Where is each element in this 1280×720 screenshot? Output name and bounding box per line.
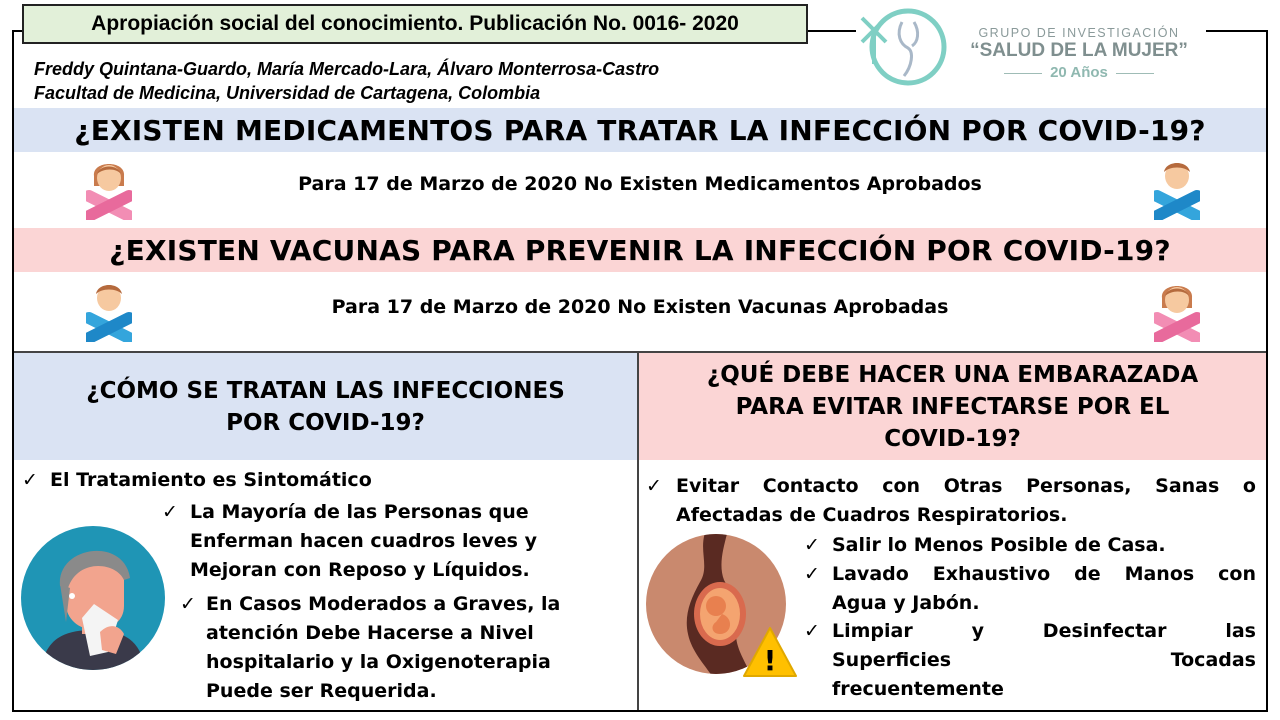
authors-affiliation: Facultad de Medicina, Universidad de Cartagena, Colombia	[34, 83, 541, 103]
check-icon: ✓	[162, 501, 178, 523]
answer-vaccines: Para 17 de Marzo de 2020 No Existen Vacunas Aprobadas	[331, 296, 949, 318]
sick-person-tissue-icon	[20, 522, 166, 674]
logo-line3: 20 Años	[1050, 64, 1108, 81]
check-icon: ✓	[180, 593, 196, 615]
woman-crossed-arms-icon	[86, 154, 132, 220]
check-icon: ✓	[804, 563, 820, 585]
section-title-pregnant: ¿QUÉ DEBE HACER UNA EMBARAZADA PARA EVITAR INFECTARSE POR EL COVID-19?	[639, 353, 1266, 460]
authors-block	[34, 57, 834, 105]
logo-emblem-icon	[856, 4, 956, 90]
check-icon: ✓	[646, 475, 662, 497]
woman-crossed-arms-icon	[1154, 276, 1200, 342]
section-title-treatment: ¿CÓMO SE TRATAN LAS INFECCIONES POR COVID-19?	[14, 353, 637, 460]
research-group-logo	[856, 4, 1206, 90]
pregnant-item-disinfect: Limpiar y Desinfectar las Superficies Tocadas frecuentemente	[832, 620, 1256, 700]
question-medicines: ¿EXISTEN MEDICAMENTOS PARA TRATAR LA INFECCIÓN POR COVID-19?	[14, 108, 1266, 152]
treatment-item-severe: En Casos Moderados a Graves, la atención Debe Hacerse a Nivel hospitalario y la Oxigenoterapia Puede ser Requerida.	[206, 593, 561, 702]
publication-title: Apropiación social del conocimiento. Publicación No. 0016- 2020	[22, 4, 808, 44]
question-vaccines: ¿EXISTEN VACUNAS PARA PREVENIR LA INFECCIÓN POR COVID-19?	[14, 228, 1266, 272]
logo-line2: “SALUD DE LA MUJER”	[970, 40, 1188, 61]
answer-medicines: Para 17 de Marzo de 2020 No Existen Medicamentos Aprobados	[298, 173, 982, 195]
check-icon: ✓	[22, 469, 38, 491]
check-icon: ✓	[804, 534, 820, 556]
authors-names: Freddy Quintana-Guardo, María Mercado-Lara, Álvaro Monterrosa-Castro	[34, 59, 660, 79]
man-crossed-arms-icon	[1154, 154, 1200, 220]
treatment-item-symptomatic: El Tratamiento es Sintomático	[50, 469, 372, 491]
pregnant-woman-warning-icon	[644, 530, 800, 680]
pregnant-item-wash-hands: Lavado Exhaustivo de Manos con Agua y Jabón.	[832, 563, 1256, 614]
warning-icon: !	[763, 644, 777, 677]
logo-line1: GRUPO DE INVESTIGACIÓN	[978, 26, 1180, 40]
check-icon: ✓	[804, 620, 820, 642]
man-crossed-arms-icon	[86, 276, 132, 342]
pregnant-item-avoid-contact: Evitar Contacto con Otras Personas, Sanas o Afectadas de Cuadros Respiratorios.	[676, 475, 1256, 526]
treatment-item-mild: La Mayoría de las Personas que Enferman hacen cuadros leves y Mejoran con Reposo y Líquidos.	[190, 501, 537, 581]
pregnant-item-stay-home: Salir lo Menos Posible de Casa.	[832, 534, 1166, 556]
